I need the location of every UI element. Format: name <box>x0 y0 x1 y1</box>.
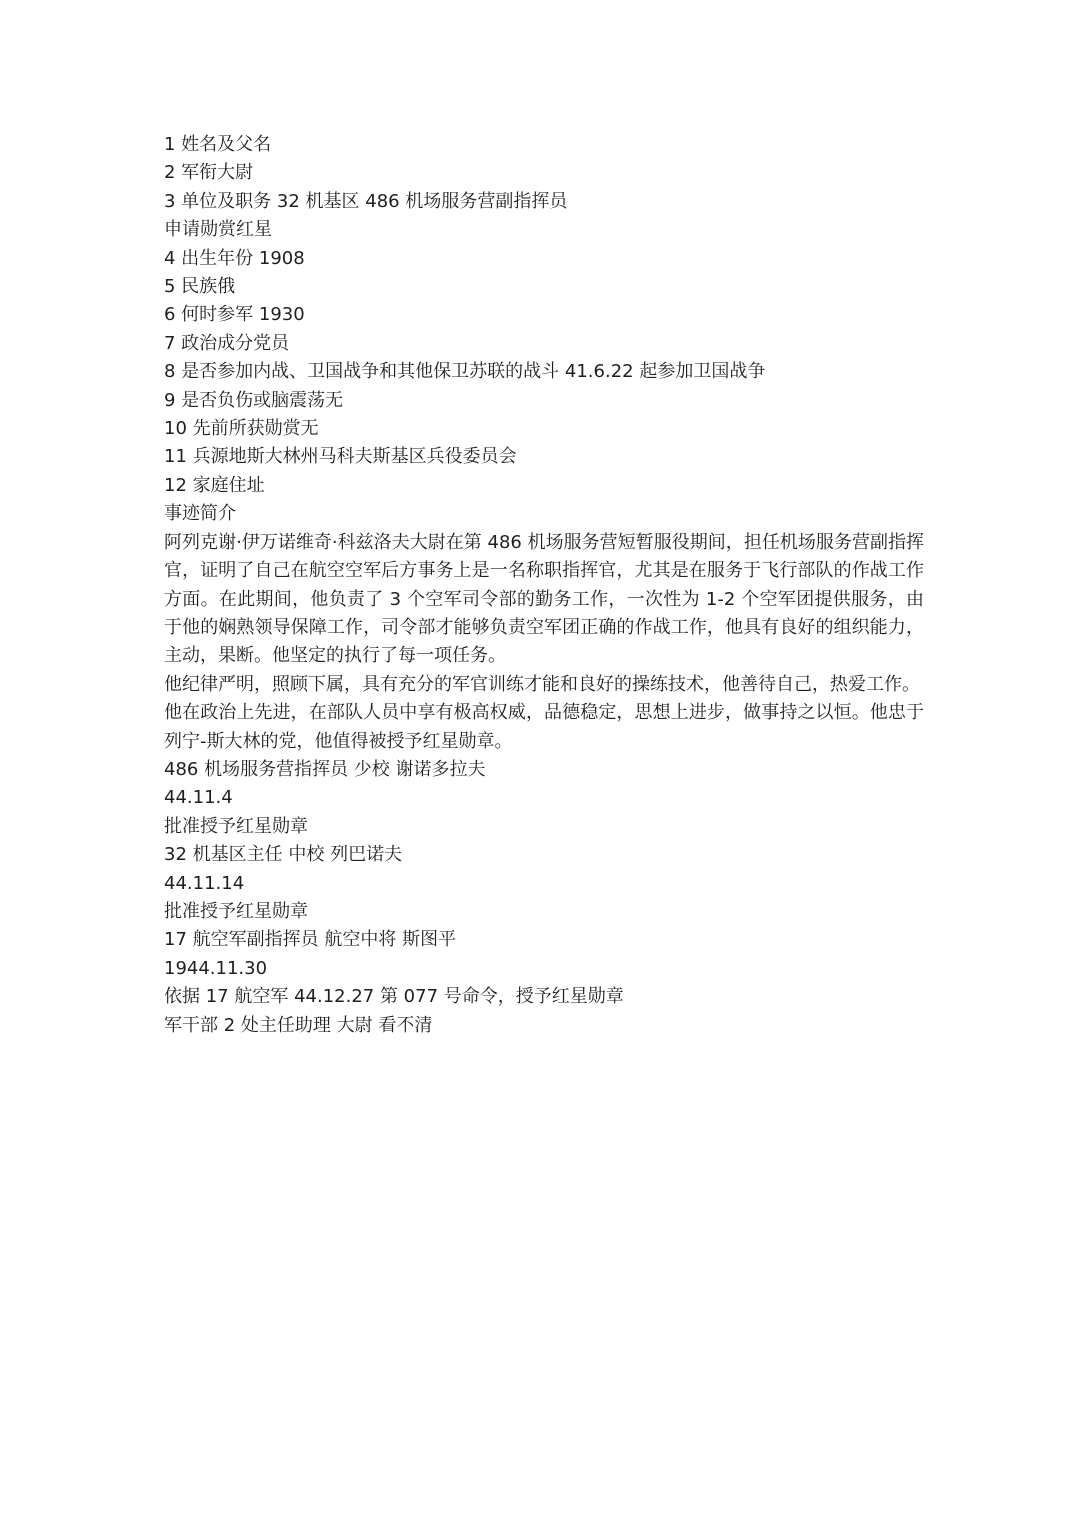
field-wounds: 9 是否负伤或脑震荡无 <box>164 389 344 411</box>
summary-paragraph: 阿列克谢·伊万诺维奇·科兹洛夫大尉在第 486 机场服务营短暂服役期间，担任机场服务营副指挥官，证明了自己在航空空军后方事务上是一名称职指挥官，尤其是在服务于飞行部队的作战工作方面。在此期间，他负责了 3 个空军司令部的勤务工作，一次性为 1-2 个空军团提供服务，由于他的娴熟领导保障工作，司令部才能够负责空军团正确的作战工作，他具有良好的组织能力，主动，果断。他坚定的执行了每一项任务。 <box>164 531 924 667</box>
field-nationality: 5 民族俄 <box>164 276 236 298</box>
field-recruitment: 11 兵源地斯大林州马科夫斯基区兵役委员会 <box>164 446 517 468</box>
field-unit-position: 3 单位及职务 32 机基区 486 机场服务营副指挥员 <box>164 190 568 212</box>
endorsement-date: 44.11.14 <box>164 872 245 894</box>
field-party: 7 政治成分党员 <box>164 332 290 354</box>
endorsement-date: 44.11.4 <box>164 787 233 809</box>
summary-heading: 事迹简介 <box>164 503 236 525</box>
field-name: 1 姓名及父名 <box>164 134 272 155</box>
award-order: 依据 17 航空军 44.12.27 第 077 号命令，授予红星勋章 <box>164 986 624 1008</box>
field-enlistment: 6 何时参军 1930 <box>164 304 305 326</box>
award-request: 申请勋赏红星 <box>164 219 272 241</box>
field-rank: 2 军衔大尉 <box>164 162 254 184</box>
field-prior-awards: 10 先前所获勋赏无 <box>164 418 319 440</box>
field-birth-year: 4 出生年份 1908 <box>164 247 305 269</box>
endorser-air-corps-deputy: 17 航空军副指挥员 航空中将 斯图平 <box>164 929 457 951</box>
summary-paragraph: 他纪律严明，照顾下属，具有充分的军官训练才能和良好的操练技术，他善待自己，热爱工作。 <box>164 673 920 695</box>
endorser-base-chief: 32 机基区主任 中校 列巴诺夫 <box>164 844 403 866</box>
endorser-battalion-commander: 486 机场服务营指挥员 少校 谢诺多拉夫 <box>164 758 486 780</box>
field-address: 12 家庭住址 <box>164 474 265 496</box>
field-combat: 8 是否参加内战、卫国战争和其他保卫苏联的战斗 41.6.22 起参加卫国战争 <box>164 361 766 383</box>
summary-paragraph: 他在政治上先进，在部队人员中享有极高权威，品德稳定，思想上进步，做事持之以恒。他忠于列宁-斯大林的党，他值得被授予红星勋章。 <box>164 702 924 752</box>
endorsement-date: 1944.11.30 <box>164 957 268 979</box>
document-body <box>164 131 924 1040</box>
approval-text: 批准授予红星勋章 <box>164 815 308 837</box>
personnel-officer: 军干部 2 处主任助理 大尉 看不清 <box>164 1014 433 1036</box>
approval-text: 批准授予红星勋章 <box>164 900 308 922</box>
